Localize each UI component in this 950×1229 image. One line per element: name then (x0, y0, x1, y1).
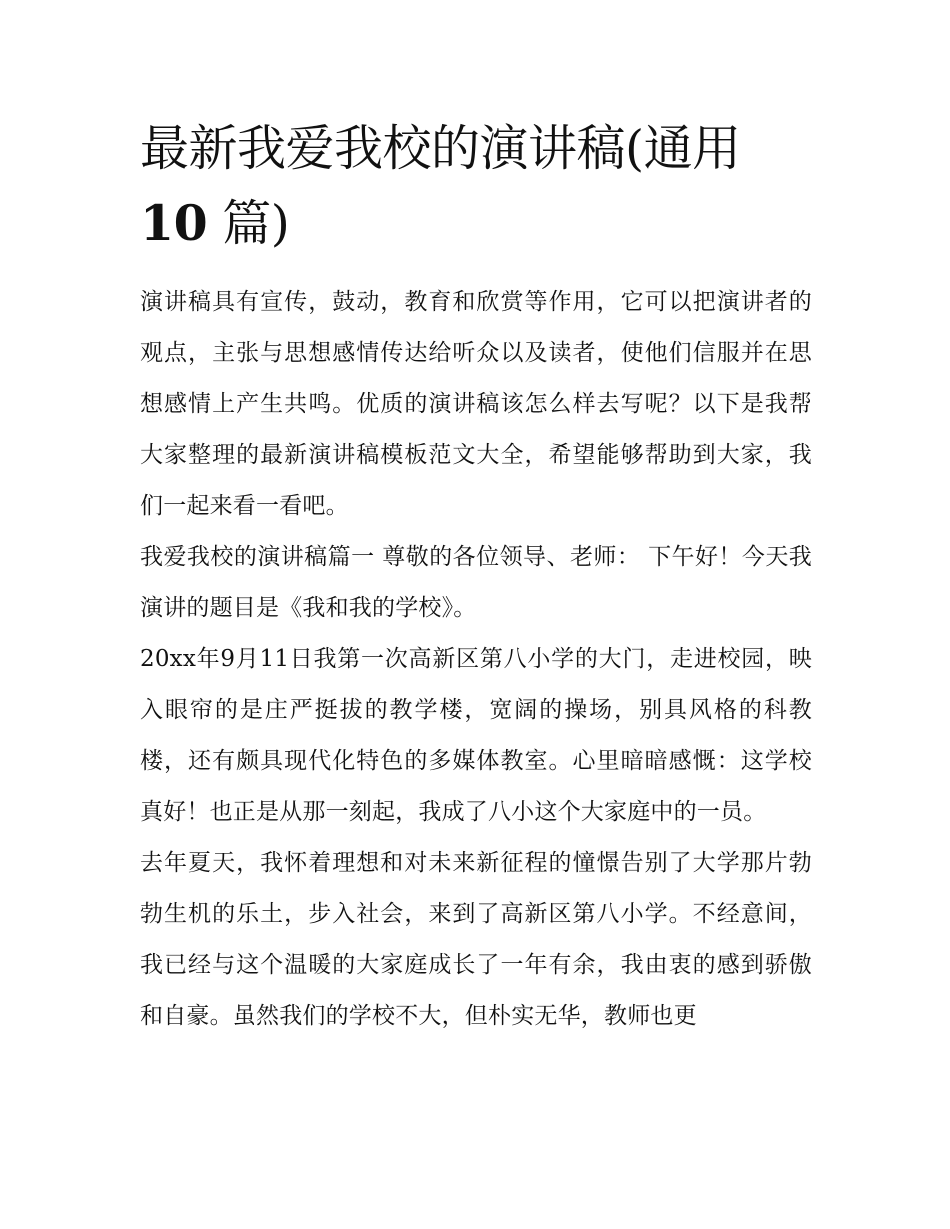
title-number: 10 (140, 194, 208, 252)
speech-opening-paragraph: 我爱我校的演讲稿篇一 尊敬的各位领导、老师： 下午好！今天我演讲的题目是《我和我的学校》。 (140, 544, 812, 621)
last-summer-paragraph: 去年夏天，我怀着理想和对未来新征程的憧憬告别了大学那片勃勃生机的乐土，步入社会，来到了高新区第八小学。不经意间，我已经与这个温暖的大家庭成长了一年有余，我由衷的感到骄傲和自豪。虽然我们的学校不大，但朴实无华，教师也更 (140, 850, 812, 1029)
first-day-paragraph: 20xx年9月11日我第一次高新区第八小学的大门，走进校园，映入眼帘的是庄严挺拔的教学楼，宽阔的操场，别具风格的科教楼，还有颇具现代化特色的多媒体教室。心里暗暗感慨：这学校真好！也正是从那一刻起，我成了八小这个大家庭中的一员。 (140, 646, 812, 825)
title-line-1: 最新我爱我校的演讲稿(通用 (140, 120, 741, 177)
intro-paragraph: 演讲稿具有宣传，鼓动，教育和欣赏等作用，它可以把演讲者的观点，主张与思想感情传达给听众以及读者，使他们信服并在思想感情上产生共鸣。优质的演讲稿该怎么样去写呢？以下是我帮大家整理的最新演讲稿模板范文大全，希望能够帮助到大家，我们一起来看一看吧。 (140, 289, 812, 519)
title-line-2: 篇) (222, 195, 290, 252)
document-body (140, 112, 812, 1042)
document-title (140, 112, 812, 261)
